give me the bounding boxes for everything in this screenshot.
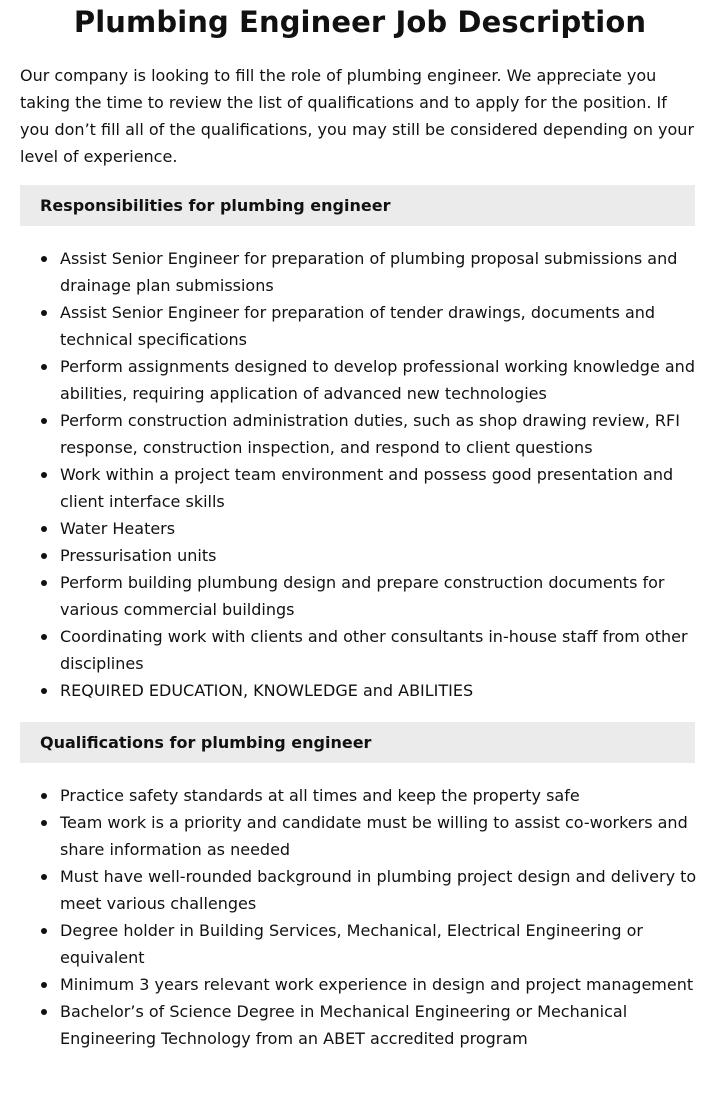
- list-item: [20, 353, 700, 407]
- list-item-text: Assist Senior Engineer for preparation of tender drawings, documents and technical specifications: [60, 303, 656, 349]
- responsibilities-heading: Responsibilities for plumbing engineer: [20, 185, 695, 226]
- intro-paragraph: Our company is looking to fill the role of plumbing engineer. We appreciate you taking the time to review the list of qualifications and to apply for the position. If you don’t fill all of the qualifications, you may still be considered depending on your level of experience.: [20, 66, 695, 166]
- list-item-text: Pressurisation units: [60, 546, 217, 565]
- list-item-text: Team work is a priority and candidate must be willing to assist co-workers and share information as needed: [60, 813, 688, 859]
- bullet-icon: [41, 526, 47, 532]
- bullet-icon: [41, 310, 47, 316]
- list-item: [20, 569, 700, 623]
- list-item-text: Water Heaters: [60, 519, 176, 538]
- bullet-icon: [41, 1009, 47, 1015]
- list-item: [20, 998, 700, 1052]
- bullet-icon: [41, 793, 47, 799]
- list-item-text: REQUIRED EDUCATION, KNOWLEDGE and ABILITIES: [60, 681, 474, 700]
- list-item: [20, 461, 700, 515]
- responsibilities-list: [20, 245, 700, 704]
- list-item: [20, 245, 700, 299]
- bullet-icon: [41, 364, 47, 370]
- list-item-text: Perform construction administration duties, such as shop drawing review, RFI response, construction inspection, and respond to client questions: [60, 411, 680, 457]
- list-item: [20, 515, 700, 542]
- list-item: [20, 782, 700, 809]
- list-item-text: Must have well-rounded background in plumbing project design and delivery to meet various challenges: [60, 867, 697, 913]
- qualifications-heading: Qualifications for plumbing engineer: [20, 722, 695, 763]
- qualifications-list: [20, 782, 700, 1052]
- list-item-text: Practice safety standards at all times and keep the property safe: [60, 786, 580, 805]
- list-item: [20, 677, 700, 704]
- list-item: [20, 299, 700, 353]
- list-item: [20, 623, 700, 677]
- list-item-text: Degree holder in Building Services, Mechanical, Electrical Engineering or equivalent: [60, 921, 643, 967]
- list-item-text: Coordinating work with clients and other consultants in-house staff from other disciplines: [60, 627, 688, 673]
- bullet-icon: [41, 418, 47, 424]
- list-item: [20, 917, 700, 971]
- list-item: [20, 407, 700, 461]
- list-item-text: Minimum 3 years relevant work experience in design and project management: [60, 975, 694, 994]
- list-item-text: Work within a project team environment and possess good presentation and client interface skills: [60, 465, 674, 511]
- bullet-icon: [41, 472, 47, 478]
- list-item: [20, 971, 700, 998]
- list-item-text: Assist Senior Engineer for preparation of plumbing proposal submissions and drainage plan submissions: [60, 249, 678, 295]
- page-title: Plumbing Engineer Job Description: [73, 5, 647, 39]
- bullet-icon: [41, 820, 47, 826]
- list-item-text: Perform building plumbung design and prepare construction documents for various commercial buildings: [60, 573, 665, 619]
- bullet-icon: [41, 580, 47, 586]
- bullet-icon: [41, 256, 47, 262]
- list-item: [20, 809, 700, 863]
- bullet-icon: [41, 874, 47, 880]
- list-item-text: Bachelor’s of Science Degree in Mechanical Engineering or Mechanical Engineering Technology from an ABET accredited program: [60, 1002, 628, 1048]
- bullet-icon: [41, 553, 47, 559]
- bullet-icon: [41, 634, 47, 640]
- list-item: [20, 863, 700, 917]
- list-item: [20, 542, 700, 569]
- list-item-text: Perform assignments designed to develop professional working knowledge and abilities, requiring application of advanced new technologies: [60, 357, 695, 403]
- bullet-icon: [41, 982, 47, 988]
- bullet-icon: [41, 928, 47, 934]
- bullet-icon: [41, 688, 47, 694]
